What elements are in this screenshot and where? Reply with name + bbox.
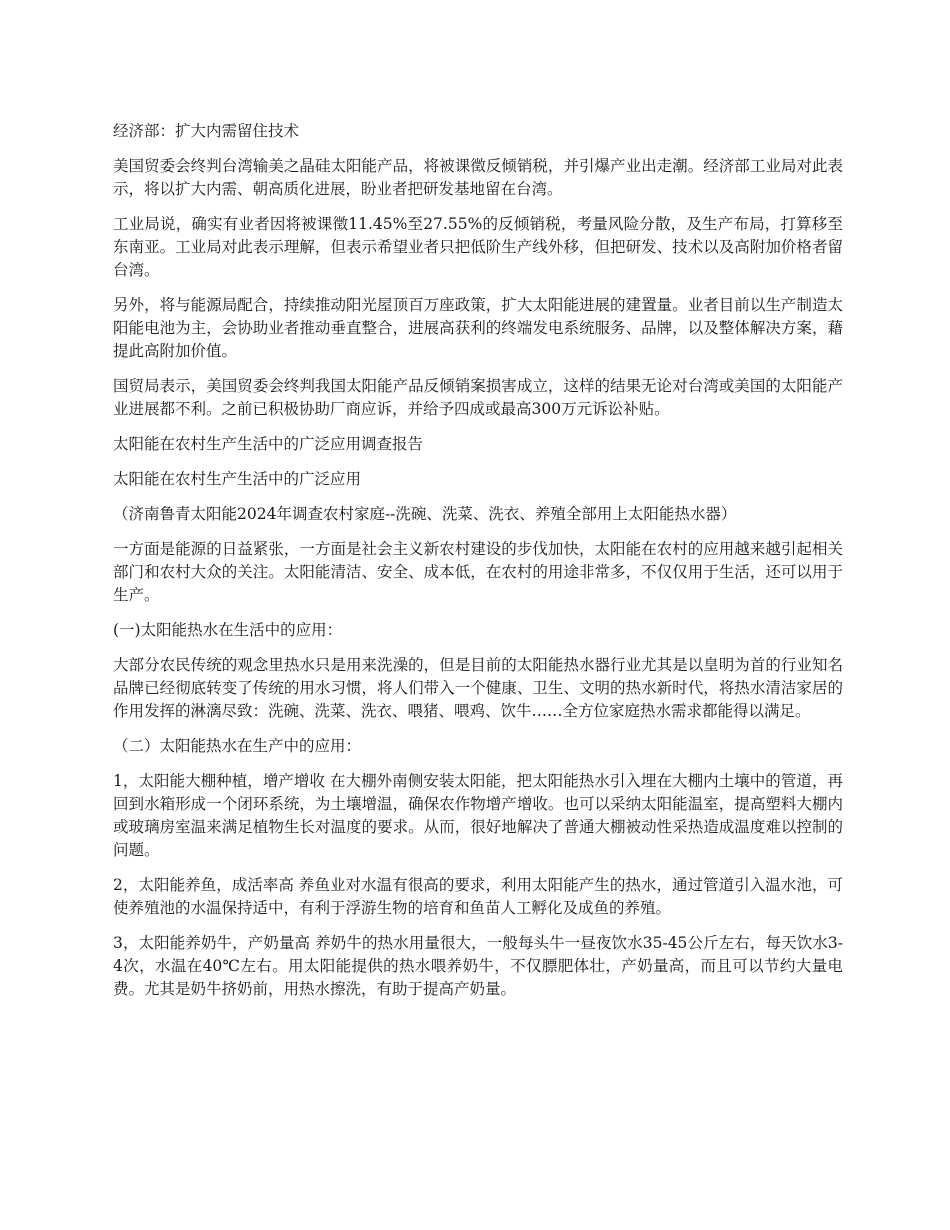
- paragraph-hot-water-life: 大部分农民传统的观念里热水只是用来洗澡的，但是目前的太阳能热水器行业尤其是以皇明为首的行业知名品牌已经彻底转变了传统的用水习惯，将人们带入一个健康、卫生、文明的热水新时代，将热水清洁家居的作用发挥的淋漓尽致：洗碗、洗菜、洗衣、喂猪、喂鸡、饮牛……全方位家庭热水需求都能得以满足。: [113, 656, 843, 720]
- paragraph-rural-intro: 一方面是能源的日益紧张，一方面是社会主义新农村建设的步伐加快，太阳能在农村的应用越来越引起相关部门和农村大众的关注。太阳能清洁、安全、成本低，在农村的用途非常多，不仅仅用于生活，还可以用于生产。: [113, 540, 843, 604]
- economic-ministry-heading: 经济部：扩大内需留住技术: [113, 122, 300, 140]
- survey-report-heading: 太阳能在农村生产生活中的广泛应用调查报告: [113, 435, 424, 453]
- list-item-dairy-cattle: 3，太阳能养奶牛，产奶量高 养奶牛的热水用量很大，一般每头牛一昼夜饮水35-45公斤左右，每天饮水3-4次，水温在40℃左右。用太阳能提供的热水喂养奶牛，不仅膘肥体壮，产奶量高，而且可以节约大量电费。尤其是奶牛挤奶前，用热水擦洗，有助于提高产奶量。: [113, 934, 843, 998]
- paragraph-industrial-bureau: 工业局说，确实有业者因将被课徵11.45%至27.55%的反倾销税，考量风险分散，及生产布局，打算移至东南亚。工业局对此表示理解，但表示希望业者只把低阶生产线外移，但把研发、技术以及高附加价格者留台湾。: [113, 215, 843, 279]
- document-page: [113, 120, 843, 1013]
- paragraph-energy-policy: 另外，将与能源局配合，持续推动阳光屋顶百万座政策，扩大太阳能进展的建置量。业者目前以生产制造太阳能电池为主，会协助业者推动垂直整合，进展高获利的终端发电系统服务、品牌，以及整体解决方案，藉提此高附加价值。: [113, 296, 843, 360]
- survey-subtitle: （济南鲁青太阳能2024年调查农村家庭--洗碗、洗菜、洗衣、养殖全部用上太阳能热水器）: [113, 505, 737, 523]
- application-heading: 太阳能在农村生产生活中的广泛应用: [113, 470, 362, 488]
- list-item-greenhouse: 1，太阳能大棚种植，增产增收 在大棚外南侧安装太阳能，把太阳能热水引入埋在大棚内土壤中的管道，再回到水箱形成一个闭环系统，为土壤增温，确保农作物增产增收。也可以采纳太阳能温室，提高塑料大棚内或玻璃房室温来满足植物生长对温度的要求。从而，很好地解决了普通大棚被动性采热造成温度难以控制的问题。: [113, 772, 843, 859]
- section-heading-life: (一)太阳能热水在生活中的应用：: [113, 621, 343, 639]
- paragraph-trade-bureau: 国贸局表示，美国贸委会终判我国太阳能产品反倾销案损害成立，这样的结果无论对台湾或美国的太阳能产业进展都不利。之前已积极协助厂商应诉，并给予四成或最高300万元诉讼补贴。: [113, 377, 843, 418]
- paragraph-trade-ruling: 美国贸委会终判台湾输美之晶硅太阳能产品，将被课徵反倾销税，并引爆产业出走潮。经济部工业局对此表示，将以扩大内需、朝高质化进展，盼业者把研发基地留在台湾。: [113, 157, 843, 198]
- section-heading-production: （二）太阳能热水在生产中的应用：: [113, 737, 362, 755]
- list-item-fish-farming: 2，太阳能养鱼，成活率高 养鱼业对水温有很高的要求，利用太阳能产生的热水，通过管道引入温水池，可使养殖池的水温保持适中，有利于浮游生物的培育和鱼苗人工孵化及成鱼的养殖。: [113, 876, 843, 917]
